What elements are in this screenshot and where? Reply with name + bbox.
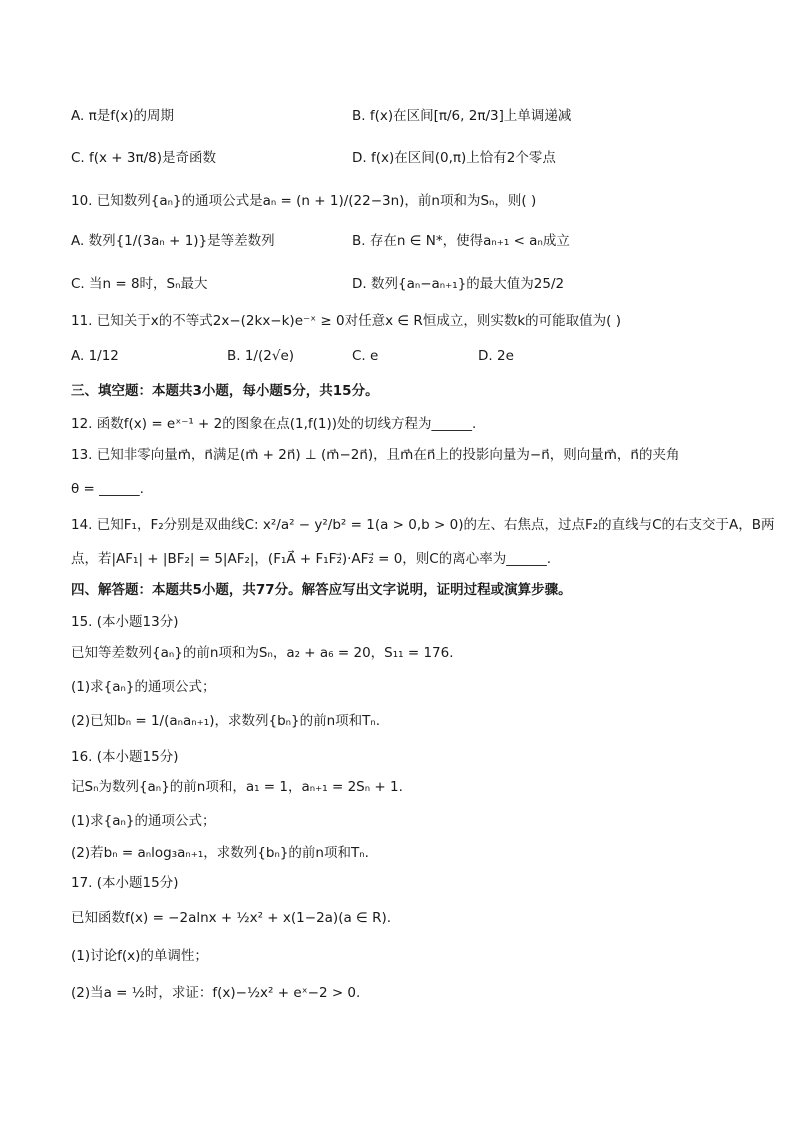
q15-stem: 已知等差数列{aₙ}的前n项和为Sₙ，a₂ + a₆ = 20，S₁₁ = 176. — [71, 645, 454, 661]
q12: 12. 函数f(x) = eˣ⁻¹ + 2的图象在点(1,f(1))处的切线方程为______. — [71, 416, 477, 432]
q14-line1: 14. 已知F₁，F₂分别是双曲线C: x²/a² − y²/b² = 1(a > 0,b > 0)的左、右焦点，过点F₂的直线与C的右支交于A，B两 — [71, 517, 775, 533]
q10-stem: 10. 已知数列{aₙ}的通项公式是aₙ = (n + 1)/(22−3n)，前n项和为Sₙ，则( ) — [71, 193, 537, 209]
q9-option-c: C. f(x + 3π/8)是奇函数 — [71, 150, 217, 166]
q13-line2: θ = ______. — [71, 481, 144, 497]
q16-heading: 16. (本小题15分) — [71, 749, 179, 765]
q10-option-a: A. 数列{1/(3aₙ + 1)}是等差数列 — [71, 233, 275, 249]
q16-stem: 记Sₙ为数列{aₙ}的前n项和，a₁ = 1，aₙ₊₁ = 2Sₙ + 1. — [71, 779, 403, 795]
q15-heading: 15. (本小题13分) — [71, 614, 179, 630]
q9-option-a: A. π是f(x)的周期 — [71, 108, 174, 124]
q13-line1: 13. 已知非零向量m⃗，n⃗满足(m⃗ + 2n⃗) ⊥ (m⃗−2n⃗)，且m⃗在n⃗上的投影向量为−n⃗，则向量m⃗，n⃗的夹角 — [71, 447, 680, 463]
section-4-heading: 四、解答题：本题共5小题，共77分。解答应写出文字说明，证明过程或演算步骤。 — [71, 582, 572, 598]
q10-option-b: B. 存在n ∈ N*，使得aₙ₊₁ < aₙ成立 — [352, 233, 570, 249]
q10-option-c: C. 当n = 8时，Sₙ最大 — [71, 276, 208, 292]
q11-option-d: D. 2e — [478, 348, 514, 364]
q17-part2: (2)当a = ½时，求证：f(x)−½x² + eˣ−2 > 0. — [71, 985, 361, 1001]
q17-stem: 已知函数f(x) = −2alnx + ½x² + x(1−2a)(a ∈ R). — [71, 910, 392, 926]
q15-part1: (1)求{aₙ}的通项公式； — [71, 679, 216, 695]
q11-option-b: B. 1/(2√e) — [227, 348, 295, 364]
q14-line2: 点，若|AF₁| + |BF₂| = 5|AF₂|，(F₁A⃗ + F₁F₂⃗)·AF₂⃗ = 0，则C的离心率为______. — [71, 551, 552, 567]
q10-option-d: D. 数列{aₙ−aₙ₊₁}的最大值为25/2 — [352, 276, 565, 292]
q17-heading: 17. (本小题15分) — [71, 875, 179, 891]
q16-part2: (2)若bₙ = aₙlog₃aₙ₊₁，求数列{bₙ}的前n项和Tₙ. — [71, 845, 369, 861]
q9-option-b: B. f(x)在区间[π/6, 2π/3]上单调递减 — [352, 108, 572, 124]
q15-part2: (2)已知bₙ = 1/(aₙaₙ₊₁)，求数列{bₙ}的前n项和Tₙ. — [71, 713, 381, 729]
q17-part1: (1)讨论f(x)的单调性； — [71, 948, 208, 964]
section-3-heading: 三、填空题：本题共3小题，每小题5分，共15分。 — [71, 383, 379, 399]
q11-option-c: C. e — [352, 348, 379, 364]
q11-stem: 11. 已知关于x的不等式2x−(2kx−k)e⁻ˣ ≥ 0对任意x ∈ R恒成立，则实数k的可能取值为( ) — [71, 313, 621, 329]
q9-option-d: D. f(x)在区间(0,π)上恰有2个零点 — [352, 150, 556, 166]
q16-part1: (1)求{aₙ}的通项公式； — [71, 813, 216, 829]
q11-option-a: A. 1/12 — [71, 348, 119, 364]
